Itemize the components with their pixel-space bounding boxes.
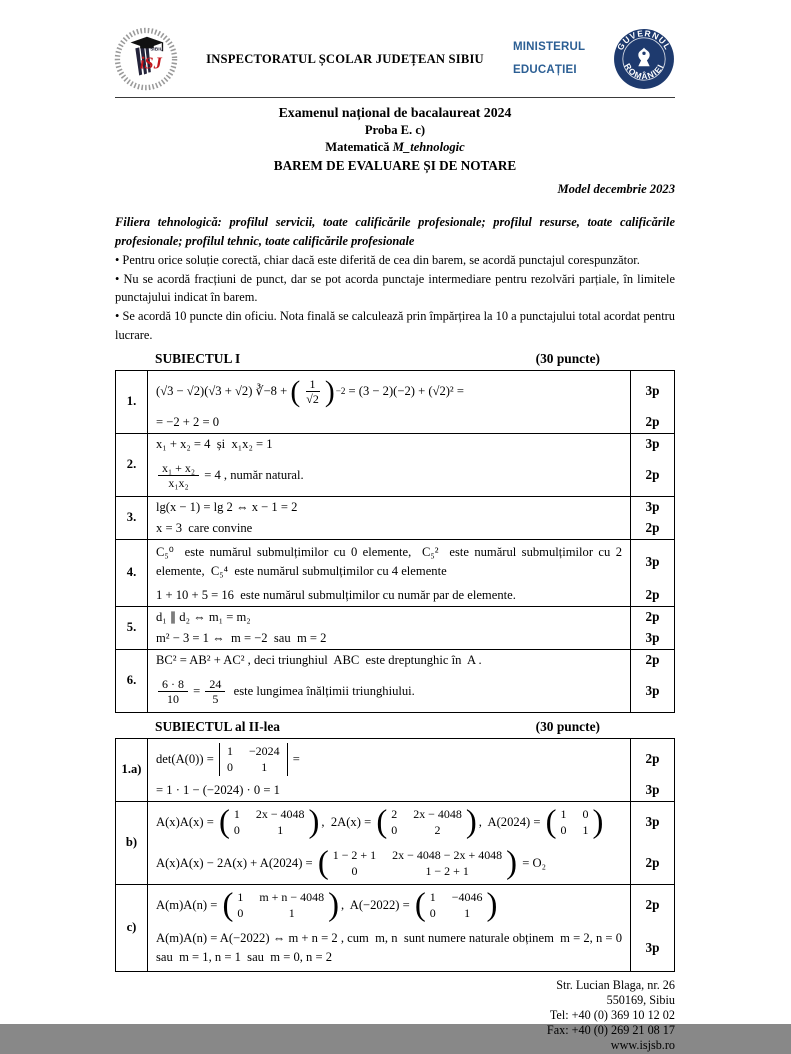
table-row (116, 496, 674, 539)
table-row (116, 371, 674, 433)
points-cell: 3p (630, 926, 674, 971)
points-cell: 3p (630, 371, 674, 412)
subject-profile: M_tehnologic (392, 140, 465, 155)
organization-name: INSPECTORATUL ȘCOLAR JUDEȚEAN SIBIU (206, 51, 484, 66)
points-cell: 3p (630, 540, 674, 585)
problem-number: 2. (116, 434, 148, 496)
points-cell: 2p (630, 585, 674, 606)
table-row (116, 649, 674, 712)
gov-logo-top-text: GUVERNUL (614, 28, 674, 52)
rule-bullet-3: • Se acordă 10 puncte din oficiu. Nota finală se calculează prin împărțirea la 10 a punctajului total acordat pentru lucrare. (115, 309, 675, 343)
exam-proba: Proba E. c) (364, 123, 426, 138)
guvernul-romaniei-logo-icon (613, 28, 675, 90)
ministry-line2: EDUCAȚIEI (513, 64, 577, 76)
solution-line: d₁ ∥ d₂ ⇔ m₁ = m₂ (156, 610, 251, 625)
solution-line: x₁ + x₂ = 4 și x₁x₂ = 1 (156, 436, 273, 451)
header (115, 28, 675, 90)
points-cell: 3p (630, 434, 674, 455)
table-row (116, 433, 674, 496)
problem-number: 6. (116, 650, 148, 712)
solution-line: 1 + 10 + 5 = 16 este numărul submulțimilor cu număr par de elemente. (156, 587, 516, 602)
subject-prefix: Matematică (325, 140, 393, 155)
points-cell: 2p (630, 518, 674, 539)
points-cell: 2p (630, 607, 674, 628)
table-row (116, 884, 674, 971)
barem-title: BAREM DE EVALUARE ȘI DE NOTARE (273, 157, 517, 173)
solution-line: (√3 − √2)(√3 + √2) ∛−8 + ( $\frac{1}{√2}$ ) −2 = (3 − 2)(−2) + (√2)² = (156, 376, 464, 409)
table-row (116, 801, 674, 884)
solution-line: lg(x − 1) = lg 2 ⇔ x − 1 = 2 (156, 499, 298, 514)
table-row (116, 606, 674, 649)
points-cell: 2p (630, 650, 674, 671)
problem-number: 4. (116, 540, 148, 606)
solution-line: BC² = AB² + AC² , deci triunghiul ABC este dreptunghic în A . (156, 652, 482, 667)
model-label: Model decembrie 2023 (557, 182, 675, 196)
table-row (116, 739, 674, 801)
subject1-table (115, 370, 675, 713)
points-cell: 3p (630, 780, 674, 801)
points-cell: 3p (630, 628, 674, 649)
isj-small-label: SIBIU (150, 47, 164, 53)
isj-sibiu-logo-icon (115, 28, 177, 90)
ministry-label (513, 36, 599, 82)
isj-mark: iSJ (139, 53, 162, 73)
solution-line: A(m)A(n) = ( 1 m + n − 4048 0 1 ) , A(−2022) = ( 1 −4046 0 1 ) (148, 885, 630, 926)
problem-number: 5. (116, 607, 148, 649)
ministry-line1: MINISTERUL (513, 41, 586, 53)
footer-tel: Tel: +40 (0) 369 10 12 02 (549, 1008, 675, 1023)
subject2-title: SUBIECTUL al II-lea (155, 718, 281, 734)
footer-address: Str. Lucian Blaga, nr. 26 (556, 977, 675, 992)
solution-line: A(m)A(n) = A(−2022) ⇔ m + n = 2 , cum m, n sunt numere naturale obținem m = 2, n = 0 sau m = 1, n = 1 sau m = 0, n = 2 (156, 930, 629, 965)
points-cell: 3p (630, 671, 674, 712)
rule-bullet-2: • Nu se acordă fracțiuni de punct, dar se pot acorda punctaje intermediare pentru rezolvări parțiale, în limitele punctajului indicat în barem. (115, 271, 675, 305)
problem-number: 1.a) (116, 739, 148, 801)
problem-number: 1. (116, 371, 148, 433)
points-cell: 3p (630, 497, 674, 518)
exam-title: Examenul național de bacalaureat 2024 (278, 105, 512, 120)
subject1-points: (30 puncte) (535, 350, 600, 366)
footer-fax: Fax: +40 (0) 269 21 08 17 (546, 1023, 675, 1038)
solution-line: m² − 3 = 1 ⇔ m = −2 sau m = 2 (156, 630, 327, 645)
solution-line: det(A(0)) = 1 −2024 0 1 = (156, 743, 300, 774)
solution-line: = −2 + 2 = 0 (156, 414, 220, 429)
subject1-title: SUBIECTUL I (155, 350, 241, 366)
points-cell: 2p (630, 843, 674, 884)
filiera-note: Filiera tehnologică: profilul servicii, toate calificările profesionale; profilul resurse, toate calificările profesionale; profilul tehnic, toate calificările profesionale (115, 215, 675, 248)
points-cell: 3p (630, 802, 674, 843)
subject1-heading (115, 345, 675, 370)
subject2-points: (30 puncte) (535, 718, 600, 734)
points-cell: 2p (630, 885, 674, 926)
gov-logo-bottom-text: ROMÂNIEI (622, 61, 666, 82)
problem-number: 3. (116, 497, 148, 539)
header-divider (115, 97, 675, 98)
solution-line: $\frac{\text{x₁ + x₂}}{\text{x₁x₂}}$ = 4 , număr natural. (148, 455, 630, 496)
solution-line: = 1 · 1 − (−2024) · 0 = 1 (156, 782, 280, 797)
solution-line: $\frac{6 \cdot 8}{10}$ = $\frac{24}{5}$ este lungimea înălțimii triunghiului. (148, 671, 630, 712)
title-block (115, 103, 675, 175)
points-cell: 2p (630, 455, 674, 496)
exam-subject (115, 139, 675, 156)
points-cell: 2p (630, 412, 674, 433)
footer-city: 550169, Sibiu (606, 993, 675, 1008)
solution-line: A(x)A(x) = ( 1 2x − 4048 0 1 ) , 2A(x) = ( 2 2x − 4048 0 2 ) , A(2024) = ( 1 0 0 1 ) (148, 802, 630, 843)
rule-bullet-1: • Pentru orice soluție corectă, chiar dacă este diferită de cea din barem, se acordă punctajul corespunzător. (115, 252, 640, 267)
intro-block (115, 213, 675, 345)
solution-line: A(x)A(x) − 2A(x) + A(2024) = ( 1 − 2 + 1 2x − 4048 − 2x + 4048 0 1 − 2 + 1 ) = O₂ (148, 843, 630, 884)
table-row (116, 539, 674, 606)
footer-website: www.isjsb.ro (610, 1038, 675, 1053)
subject2-heading (115, 713, 675, 738)
solution-line: x = 3 care convine (156, 520, 253, 535)
points-cell: 2p (630, 739, 674, 780)
subject2-table (115, 738, 675, 972)
problem-number: c) (116, 885, 148, 971)
solution-line: C₅⁰ este numărul submulțimilor cu 0 elemente, C₅² este numărul submulțimilor cu 2 elemente, C₅⁴ este numărul submulțimilor cu 4 elemente (156, 544, 626, 579)
problem-number: b) (116, 802, 148, 884)
footer (115, 978, 675, 1054)
